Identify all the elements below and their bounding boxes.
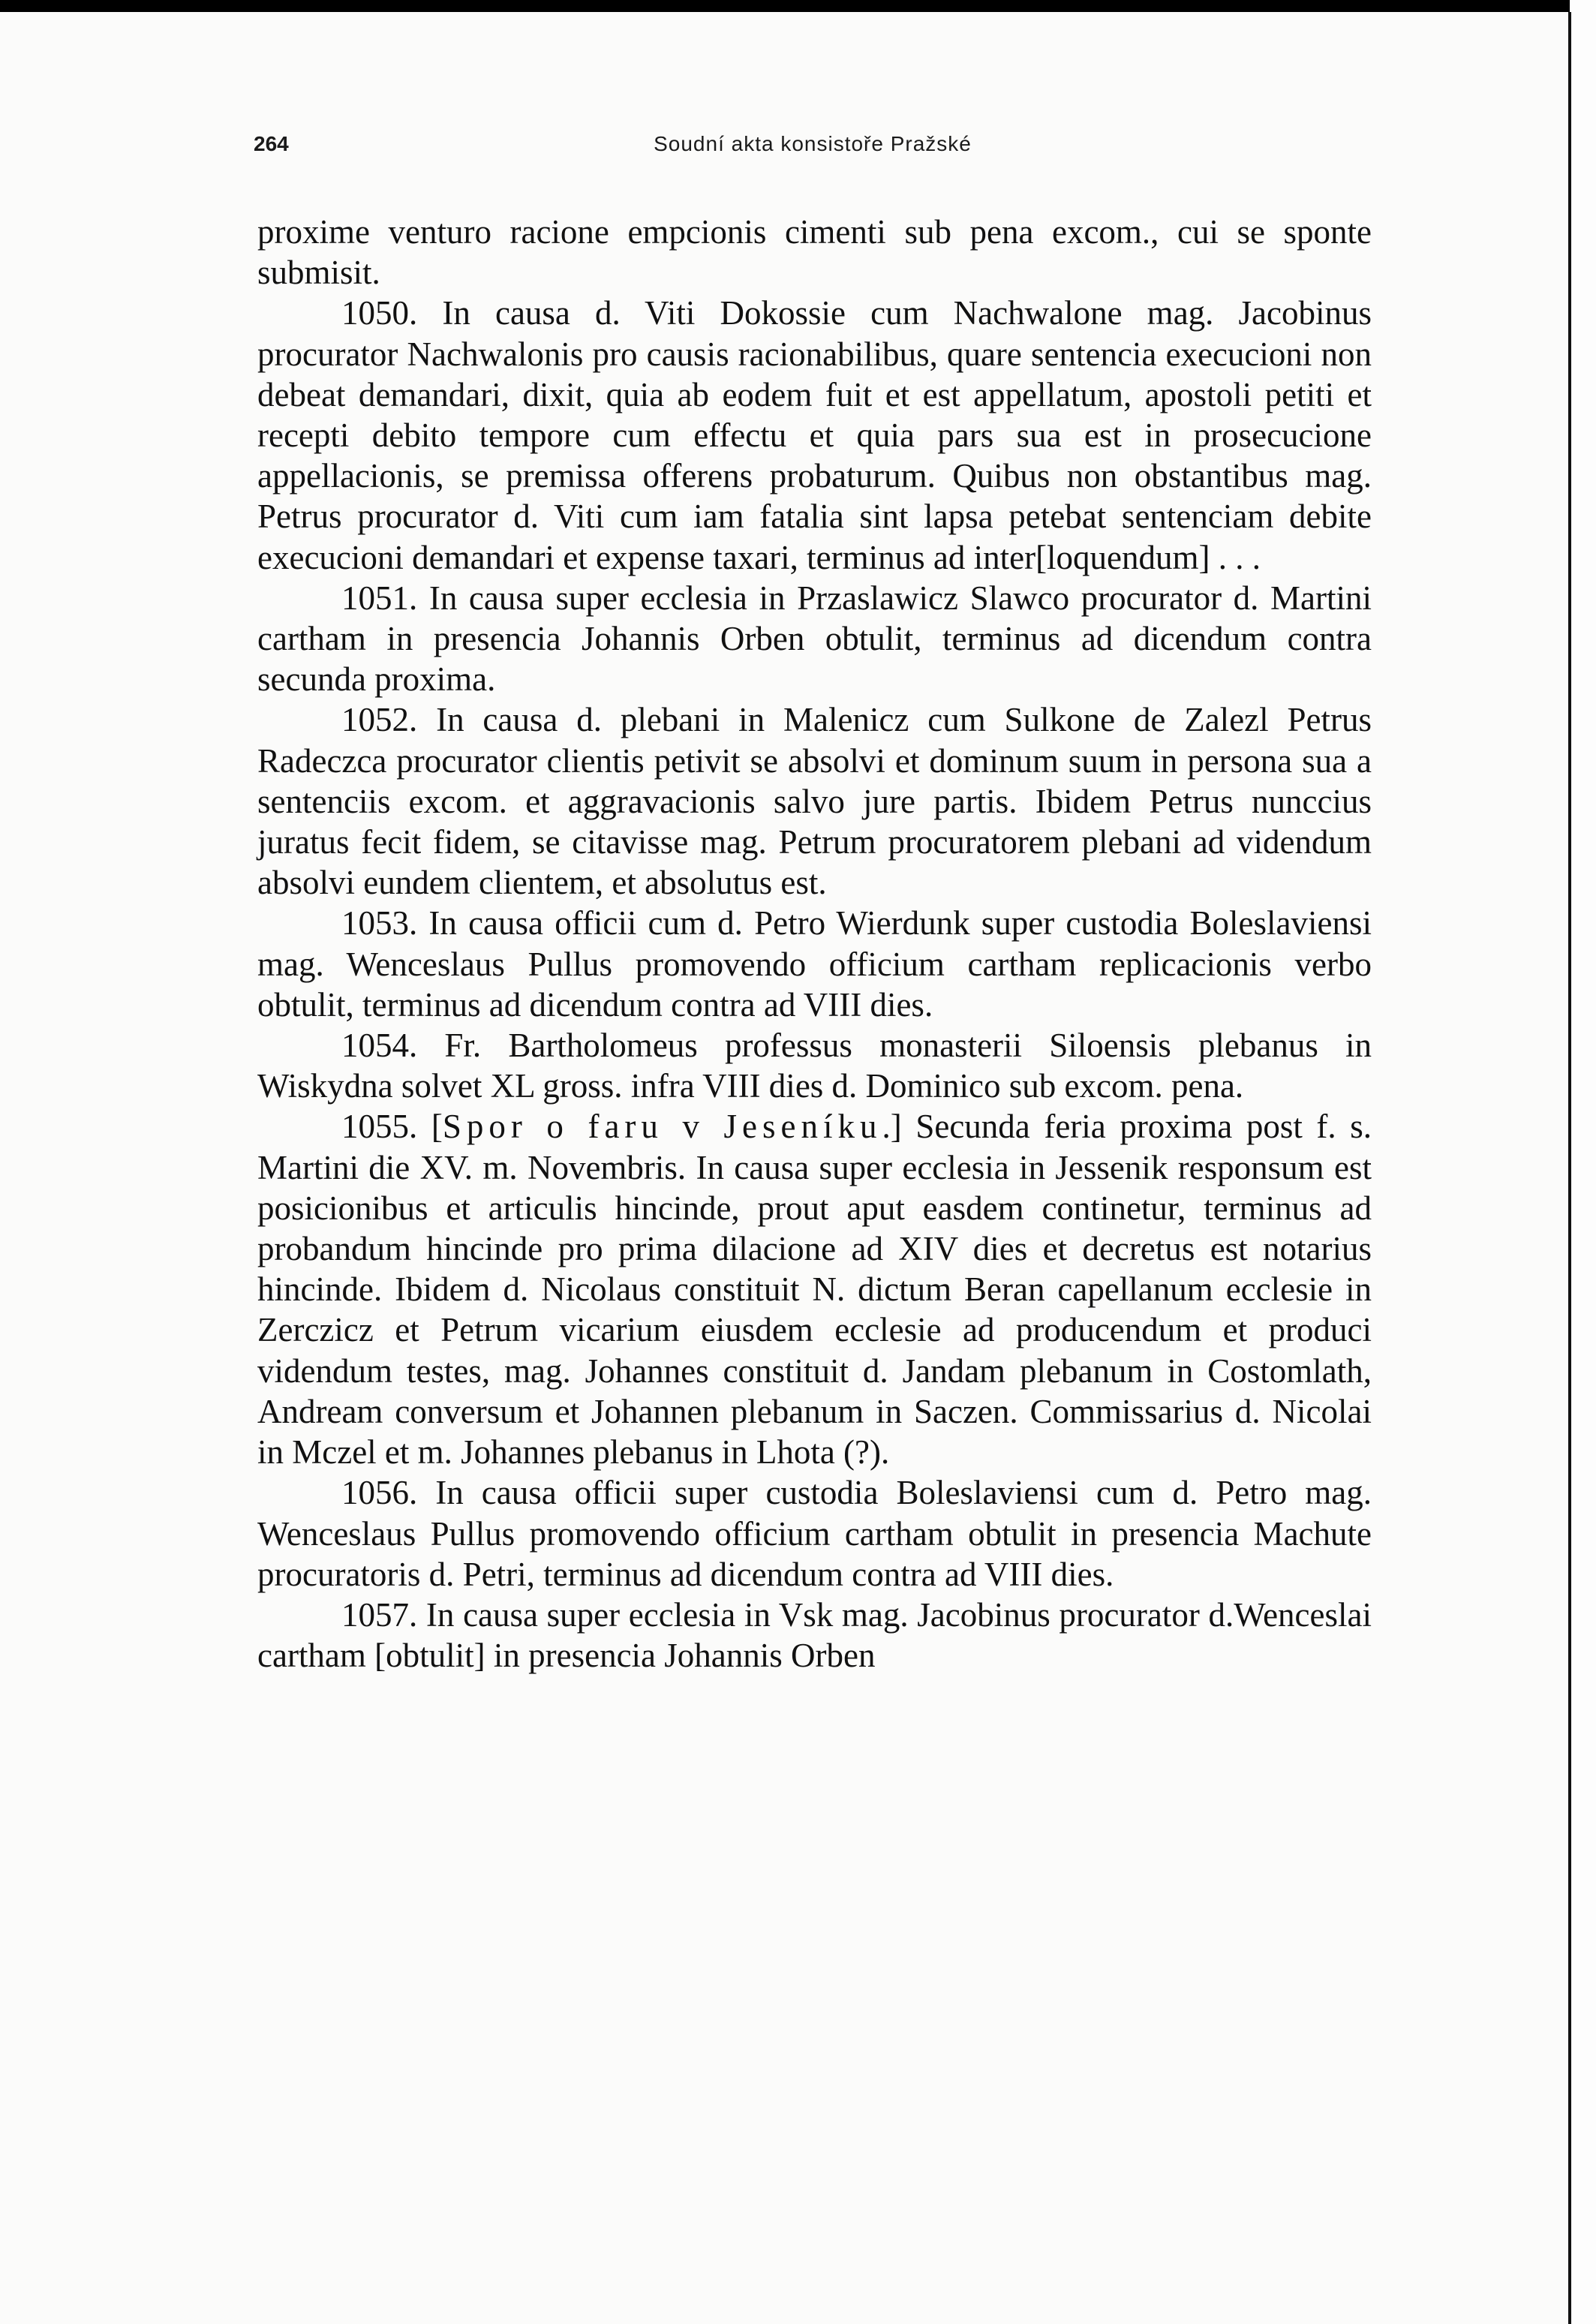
page-edge-shadow <box>1568 12 1571 2324</box>
right-page-edge <box>1570 0 1596 2324</box>
paragraph-1056: 1056. In causa officii super custodia Boleslaviensi cum d. Petro mag. Wenceslaus Pullus promovendo officium cartham obtulit in presencia Machute procuratoris d. Petri, terminus ad dicendum contra ad VIII dies. <box>257 1474 1372 1593</box>
document-body <box>257 212 1372 1676</box>
entry-number-1055: 1055. [ <box>341 1108 443 1146</box>
paragraph-1054: 1054. Fr. Bartholomeus professus monasterii Siloensis plebanus in Wiskydna solvet XL gross. infra VIII dies d. Dominico sub excom. pena. <box>257 1027 1372 1105</box>
paragraph-1052: 1052. In causa d. plebani in Malenicz cum Sulkone de Zalezl Petrus Radeczca procurator clientis petivit se absolvi et dominum suum in persona sua a sentenciis excom. et aggravacionis salvo jure partis. Ibidem Petrus nunccius juratus fecit fidem, se citavisse mag. Petrum procuratorem plebani ad videndum absolvi eundem clientem, et absolutus est. <box>257 701 1372 902</box>
entry-text-1055: .] Secunda feria proxima post f. s. Martini die XV. m. Novembris. In causa super ecclesia in Jessenik responsum est posicionibus et articulis hincinde, prout aput easdem continetur, terminus ad probandum hincinde pro prima dilacione ad XIV dies et decretus est notarius hincinde. Ibidem d. Nicolaus constituit N. dictum Beran capellanum ecclesie in Zerczicz et Petrum vicarium eiusdem ecclesie ad producendum et produci videndum testes, mag. Johannes constituit d. Jandam plebanum in Costomlath, Andream conversum et Johannen plebanum in Saczen. Commissarius d. Nicolai in Mczel et m. Johannes plebanus in Lhota (?). <box>257 1108 1372 1472</box>
paragraph-1057: 1057. In causa super ecclesia in Vsk mag. Jacobinus procurator d.Wenceslai cartham [obtulit] in presencia Johannis Orben <box>257 1595 1372 1675</box>
paragraph-1053: 1053. In causa officii cum d. Petro Wierdunk super custodia Boleslaviensi mag. Wenceslaus Pullus promovendo officium cartham replicacionis verbo obtulit, terminus ad dicendum contra ad VIII dies. <box>257 904 1372 1024</box>
page-number: 264 <box>254 132 289 155</box>
running-title: Soudní akta konsistoře Pražské <box>654 132 972 155</box>
paragraph-1050: 1050. In causa d. Viti Dokossie cum Nachwalone mag. Jacobinus procurator Nachwalonis pro causis racionabilibus, quare sentencia execucioni non debeat demandari, dixit, quia ab eodem fuit et est appellatum, apostoli petiti et recepti debito tempore cum effectu et quia pars sua est in prosecucione appellacionis, se premissa offerens probaturum. Quibus non obstantibus mag. Petrus procurator d. Viti cum iam fatalia sint lapsa petebat sentenciam debite execucioni demandari et expense taxari, terminus ad inter[loquendum] . . . <box>257 294 1372 576</box>
running-header <box>254 132 1372 165</box>
paragraph-1055 <box>257 1106 1372 1472</box>
entry-heading-1055: Spor o faru v Jeseníku <box>442 1108 882 1146</box>
paragraph-1051: 1051. In causa super ecclesia in Przaslawicz Slawco procurator d. Martini cartham in presencia Johannis Orben obtulit, terminus ad dicendum contra secunda proxima. <box>257 579 1372 699</box>
paragraph-continuation: proxime venturo racione empcionis cimenti sub pena excom., cui se sponte submisit. <box>257 213 1372 292</box>
